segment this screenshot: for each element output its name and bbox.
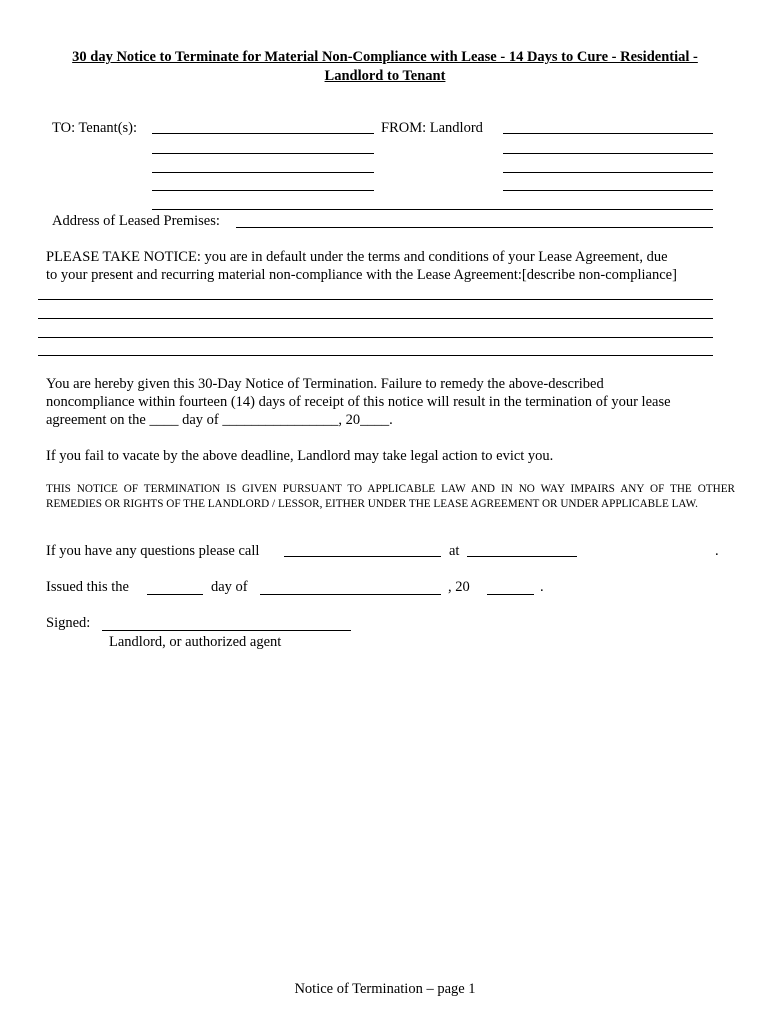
document-title <box>40 48 730 86</box>
signed-label: Signed: <box>46 615 91 631</box>
from-landlord-label: FROM: Landlord <box>381 120 483 136</box>
extra-field-line[interactable] <box>152 209 713 210</box>
title-line-2: Landlord to Tenant <box>324 68 446 84</box>
landlord-field-line-2[interactable] <box>503 153 713 154</box>
notice-paragraph <box>46 248 736 284</box>
issued-month-field-line[interactable] <box>260 594 441 595</box>
tenant-field-line-1[interactable] <box>152 133 374 134</box>
issued-day-field-line[interactable] <box>147 594 203 595</box>
noncompliance-line-2[interactable] <box>38 318 713 319</box>
tenant-field-line-2[interactable] <box>152 153 374 154</box>
notice-line-1: PLEASE TAKE NOTICE: you are in default under the terms and conditions of your Lease Agreement, due <box>46 249 668 265</box>
title-line-1: 30 day Notice to Terminate for Material Non-Compliance with Lease - 14 Days to Cure - Residential - <box>72 49 698 65</box>
landlord-field-line-4[interactable] <box>503 190 713 191</box>
questions-at-label: at <box>449 543 460 559</box>
termination-line-1: You are hereby given this 30-Day Notice of Termination. Failure to remedy the above-described <box>46 376 604 392</box>
tenant-field-line-3[interactable] <box>152 172 374 173</box>
address-label: Address of Leased Premises: <box>52 213 220 229</box>
time-field-line[interactable] <box>467 556 577 557</box>
signature-field-line[interactable] <box>102 630 351 631</box>
issued-label: Issued this the <box>46 579 129 595</box>
landlord-field-line-1[interactable] <box>503 133 713 134</box>
questions-period: . <box>715 543 719 559</box>
address-field-line[interactable] <box>236 227 713 228</box>
landlord-field-line-3[interactable] <box>503 172 713 173</box>
termination-line-3: agreement on the ____ day of ________________, 20____. <box>46 412 393 428</box>
issued-period: . <box>540 579 544 595</box>
noncompliance-line-3[interactable] <box>38 337 713 338</box>
tenant-field-line-4[interactable] <box>152 190 374 191</box>
issued-year-field-line[interactable] <box>487 594 534 595</box>
termination-line-2: noncompliance within fourteen (14) days of receipt of this notice will result in the termination of your lease <box>46 394 671 410</box>
noncompliance-line-4[interactable] <box>38 355 713 356</box>
legal-notice: THIS NOTICE OF TERMINATION IS GIVEN PURSUANT TO APPLICABLE LAW AND IN NO WAY IMPAIRS ANY OF THE OTHER REMEDIES OR RIGHTS OF THE LANDLORD / LESSOR, EITHER UNDER THE LEASE AGREEMENT OR UNDER APPLICABLE LAW. <box>46 483 735 510</box>
page-footer: Notice of Termination – page 1 <box>294 981 476 997</box>
issued-day-of-label: day of <box>211 579 248 595</box>
phone-field-line[interactable] <box>284 556 441 557</box>
vacate-statement: If you fail to vacate by the above deadline, Landlord may take legal action to evict you. <box>46 448 554 464</box>
notice-line-2: to your present and recurring material non-compliance with the Lease Agreement:[describe non-compliance] <box>46 267 677 283</box>
signature-caption: Landlord, or authorized agent <box>109 634 282 650</box>
questions-label: If you have any questions please call <box>46 543 260 559</box>
noncompliance-line-1[interactable] <box>38 299 713 300</box>
to-tenant-label: TO: Tenant(s): <box>52 120 138 136</box>
termination-paragraph <box>46 375 736 429</box>
issued-year-prefix: , 20 <box>448 579 470 595</box>
